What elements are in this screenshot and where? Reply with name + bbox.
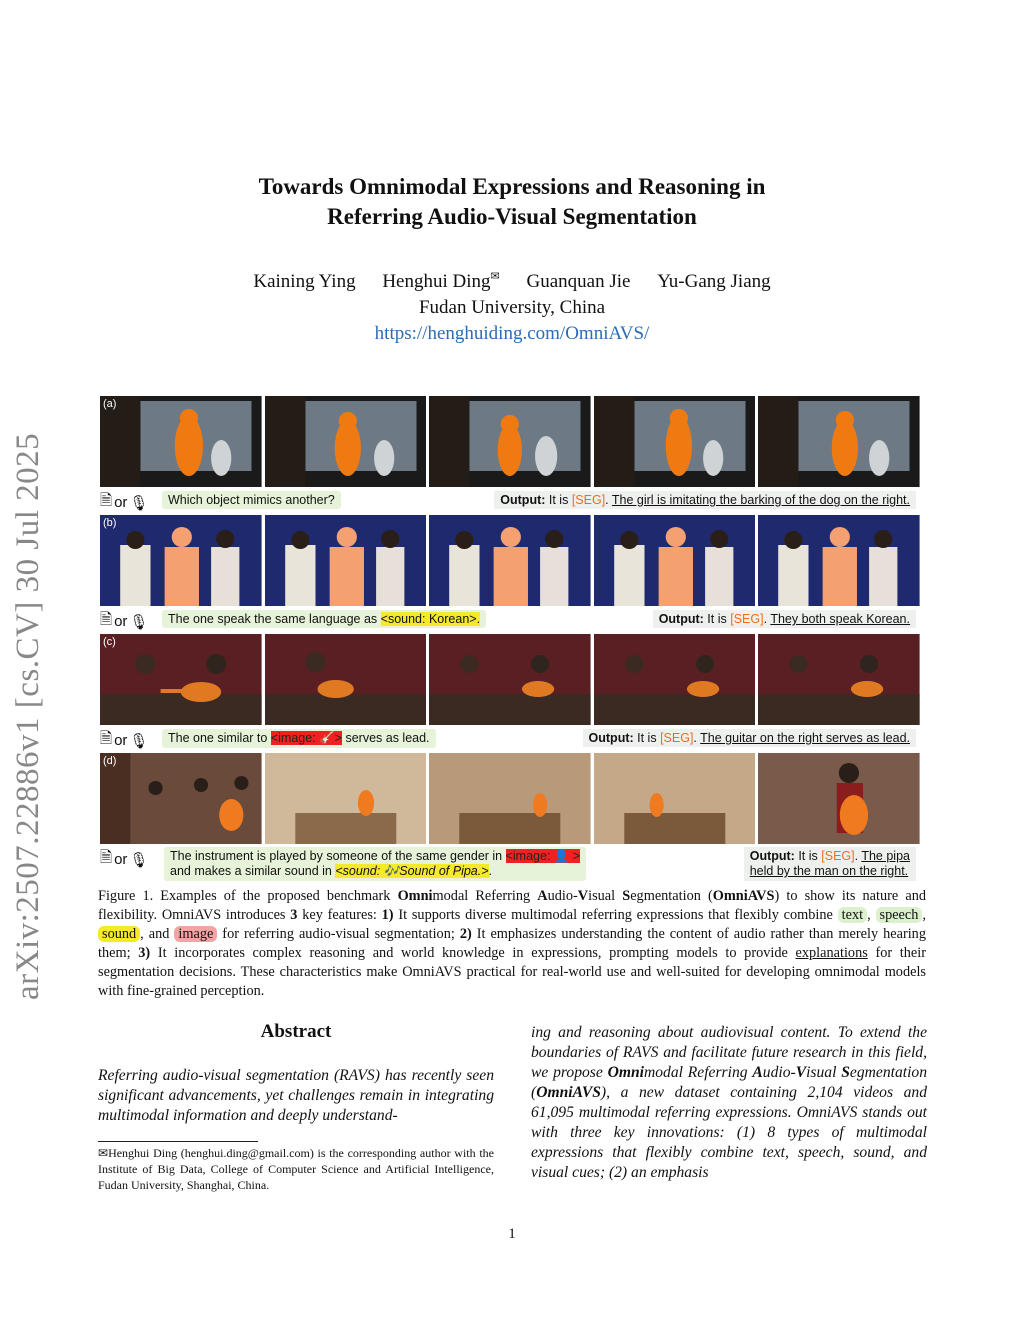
image-chip: image bbox=[174, 926, 217, 942]
panel-a-query-row bbox=[100, 487, 920, 515]
title-line-1: Towards Omnimodal Expressions and Reasoning in bbox=[258, 174, 766, 199]
video-frame bbox=[594, 396, 756, 487]
abstract-text: udio- bbox=[762, 1064, 796, 1081]
video-frame bbox=[100, 396, 262, 487]
caption-bold: 3 bbox=[290, 907, 298, 923]
abstract-text: isual bbox=[806, 1064, 842, 1081]
sound-chip: sound bbox=[98, 926, 140, 942]
or-label: or bbox=[114, 851, 128, 868]
author-4: Yu-Gang Jiang bbox=[657, 271, 771, 293]
author-2-name: Henghui Ding bbox=[382, 271, 491, 293]
microphone-icon: 🎙 bbox=[129, 613, 149, 631]
or-label: or bbox=[114, 494, 128, 511]
caption-bold: 2) bbox=[459, 926, 472, 942]
output-text: Output: It is [SEG]. The girl is imitating the barking of the dog on the right. bbox=[494, 491, 916, 509]
caption-bold: 3) bbox=[138, 945, 151, 961]
author-3: Guanquan Jie bbox=[526, 271, 631, 293]
caption-bold: V bbox=[577, 888, 589, 904]
title-line-2: Referring Audio-Visual Segmentation bbox=[327, 204, 697, 229]
figure-1 bbox=[100, 396, 920, 884]
document-icon: 🗎 bbox=[100, 730, 113, 747]
caption-bold: A bbox=[537, 888, 548, 904]
it-is: It is bbox=[548, 493, 569, 507]
envelope-icon: ✉ bbox=[98, 1146, 109, 1160]
caption-bold: S bbox=[622, 888, 631, 904]
footnote bbox=[98, 1145, 494, 1193]
abstract-text: ), a new dataset containing 2,104 videos and 61,095 multimodal referring expressions. OmniAVS stands out with three key innovations: (1) 8 types of multimodal expressions that flexibly combine text, speech, sound, and visual cues; (2) an emphasis bbox=[531, 1084, 927, 1181]
video-frame bbox=[429, 753, 591, 844]
video-frame bbox=[100, 515, 262, 606]
author-list bbox=[0, 270, 1024, 293]
panel-b-query-row bbox=[100, 606, 920, 634]
it-is: It is bbox=[637, 731, 657, 745]
sound-token: <sound: Korean>. bbox=[380, 612, 481, 626]
panel-d-frames bbox=[100, 753, 920, 844]
caption-text: udio- bbox=[547, 888, 578, 904]
video-frame bbox=[429, 396, 591, 487]
output-text: Output: It is [SEG]. The pipa held by the man on the right. bbox=[744, 847, 916, 881]
seg-token: [SEG] bbox=[730, 612, 764, 626]
caption-text: It supports diverse multimodal referring expressions that flexibly combine bbox=[393, 907, 838, 923]
video-frame bbox=[265, 515, 427, 606]
video-frame bbox=[265, 753, 427, 844]
microphone-icon: 🎙 bbox=[129, 851, 149, 869]
video-frame bbox=[429, 634, 591, 725]
video-frame bbox=[594, 634, 756, 725]
output-explanation: They both speak Korean. bbox=[770, 612, 910, 626]
caption-text: for their segmentation decisions. These characteristics make OmniAVS practical for real-world use and well-suited for developing omnimodal models with fine-grained perception. bbox=[98, 945, 926, 999]
output-label: Output: bbox=[658, 612, 704, 626]
footnote-rule bbox=[98, 1141, 258, 1142]
speech-chip: speech bbox=[876, 907, 923, 923]
document-icon: 🗎 bbox=[100, 492, 113, 509]
caption-text: , bbox=[922, 907, 926, 923]
query-part: The one similar to bbox=[168, 731, 271, 745]
seg-token: [SEG] bbox=[660, 731, 694, 745]
envelope-icon: ✉ bbox=[490, 271, 500, 283]
page-number: 1 bbox=[508, 1226, 516, 1242]
output-text: Output: It is [SEG]. The guitar on the right serves as lead. bbox=[583, 729, 916, 747]
output-text: Output: It is [SEG]. They both speak Korean. bbox=[653, 610, 916, 628]
abstract-bold: S bbox=[841, 1064, 850, 1081]
seg-token: [SEG] bbox=[571, 493, 606, 507]
output-label: Output: bbox=[749, 849, 795, 863]
query-text bbox=[162, 610, 486, 628]
panel-label: (b) bbox=[103, 517, 117, 529]
caption-text: Figure 1. Examples of the proposed benchmark bbox=[98, 888, 398, 904]
or-label: or bbox=[114, 732, 128, 749]
caption-text: , bbox=[867, 907, 876, 923]
it-is: It is bbox=[707, 612, 727, 626]
video-frame bbox=[100, 753, 262, 844]
paper-title bbox=[0, 172, 1024, 232]
video-frame bbox=[265, 634, 427, 725]
query-part: The instrument is played by someone of the same gender in bbox=[170, 849, 506, 863]
query-text bbox=[162, 729, 436, 748]
caption-text: It emphasizes understanding the content of audio rather than merely hearing them; bbox=[98, 926, 926, 961]
output-label: Output: bbox=[500, 493, 546, 507]
panel-label: (c) bbox=[103, 636, 116, 648]
abstract-text: modal Referring bbox=[644, 1064, 753, 1081]
panel-b-frames bbox=[100, 515, 920, 606]
or-label: or bbox=[114, 613, 128, 630]
abstract-text: egmentation ( bbox=[531, 1064, 928, 1101]
caption-text: isual bbox=[588, 888, 623, 904]
abstract-bold: A bbox=[752, 1064, 763, 1081]
caption-text: , and bbox=[140, 926, 175, 942]
query-text bbox=[164, 847, 586, 881]
video-frame bbox=[100, 634, 262, 725]
caption-bold: 1) bbox=[381, 907, 394, 923]
caption-text: It incorporates complex reasoning and world knowledge in expressions, prompting models to provide bbox=[150, 945, 796, 961]
caption-text: modal Referring bbox=[432, 888, 538, 904]
query-part: The one speak the same language as bbox=[168, 612, 381, 626]
abstract-left-column: Referring audio-visual segmentation (RAVS) has recently seen significant advancements, yet challenges remain in integrating multimodal information and deeply understand- bbox=[98, 1067, 494, 1124]
panel-c-query-row bbox=[100, 725, 920, 753]
panel-a-frames bbox=[100, 396, 920, 487]
microphone-icon: 🎙 bbox=[129, 732, 149, 750]
video-frame bbox=[594, 515, 756, 606]
footnote-text: Henghui Ding (henghui.ding@gmail.com) is the corresponding author with the Institute of Big Data, College of Computer Science and Artificial Intelligence, Fudan University, Shanghai, China. bbox=[98, 1146, 494, 1192]
caption-text: ) to show its nature and flexibility. OmniAVS introduces bbox=[98, 888, 926, 923]
video-frame bbox=[265, 396, 427, 487]
panel-label: (a) bbox=[103, 398, 117, 410]
caption-underline: explanations bbox=[795, 945, 868, 961]
abstract-bold: Omni bbox=[607, 1064, 644, 1081]
figure-caption bbox=[98, 887, 926, 1001]
document-icon: 🗎 bbox=[100, 611, 113, 628]
abstract-heading: Abstract bbox=[260, 1021, 332, 1042]
caption-text: for referring audio-visual segmentation; bbox=[217, 926, 460, 942]
video-frame bbox=[758, 753, 920, 844]
author-1: Kaining Ying bbox=[253, 271, 356, 293]
sound-token: <sound: 🎶Sound of Pipa.> bbox=[335, 864, 489, 878]
document-icon: 🗎 bbox=[100, 849, 113, 866]
panel-c-frames bbox=[100, 634, 920, 725]
caption-bold: Omni bbox=[397, 888, 433, 904]
abstract-bold: OmniAVS bbox=[536, 1084, 601, 1101]
affiliation: Fudan University, China bbox=[418, 297, 606, 318]
project-link[interactable]: https://henghuiding.com/OmniAVS/ bbox=[374, 323, 650, 344]
seg-token: [SEG] bbox=[821, 849, 855, 863]
image-token: <image: 👤 > bbox=[505, 849, 581, 863]
video-frame bbox=[758, 396, 920, 487]
output-label: Output: bbox=[588, 731, 634, 745]
output-explanation: The pipa bbox=[861, 849, 910, 863]
abstract-text: ing and reasoning about audiovisual content. To extend the boundaries of RAVS and facilitate future research in this field, we propose bbox=[531, 1024, 927, 1081]
microphone-icon: 🎙 bbox=[129, 494, 149, 512]
caption-text: egmentation ( bbox=[630, 888, 713, 904]
author-2 bbox=[382, 271, 499, 292]
text-chip: text bbox=[838, 907, 867, 923]
query-part: and makes a similar sound in bbox=[170, 864, 336, 878]
query-text: Which object mimics another? bbox=[162, 491, 341, 509]
image-token: <image: 🎸> bbox=[270, 731, 342, 745]
video-frame bbox=[594, 753, 756, 844]
video-frame bbox=[758, 634, 920, 725]
output-explanation: held by the man on the right. bbox=[749, 864, 909, 878]
query-part: . bbox=[488, 864, 493, 878]
abstract-bold: V bbox=[795, 1064, 807, 1081]
arxiv-identifier: arXiv:2507.22886v1 [cs.CV] 30 Jul 2025 bbox=[10, 432, 46, 1000]
abstract-right-column bbox=[531, 1023, 927, 1183]
panel-label: (d) bbox=[103, 755, 117, 767]
query-part: serves as lead. bbox=[341, 731, 430, 745]
output-explanation: The girl is imitating the barking of the dog on the right. bbox=[611, 493, 910, 507]
video-frame bbox=[429, 515, 591, 606]
caption-bold: OmniAVS bbox=[712, 888, 775, 904]
caption-text: key features: bbox=[297, 907, 382, 923]
panel-d-query-row bbox=[100, 844, 920, 884]
it-is: It is bbox=[798, 849, 818, 863]
video-frame bbox=[758, 515, 920, 606]
output-explanation: The guitar on the right serves as lead. bbox=[700, 731, 910, 745]
